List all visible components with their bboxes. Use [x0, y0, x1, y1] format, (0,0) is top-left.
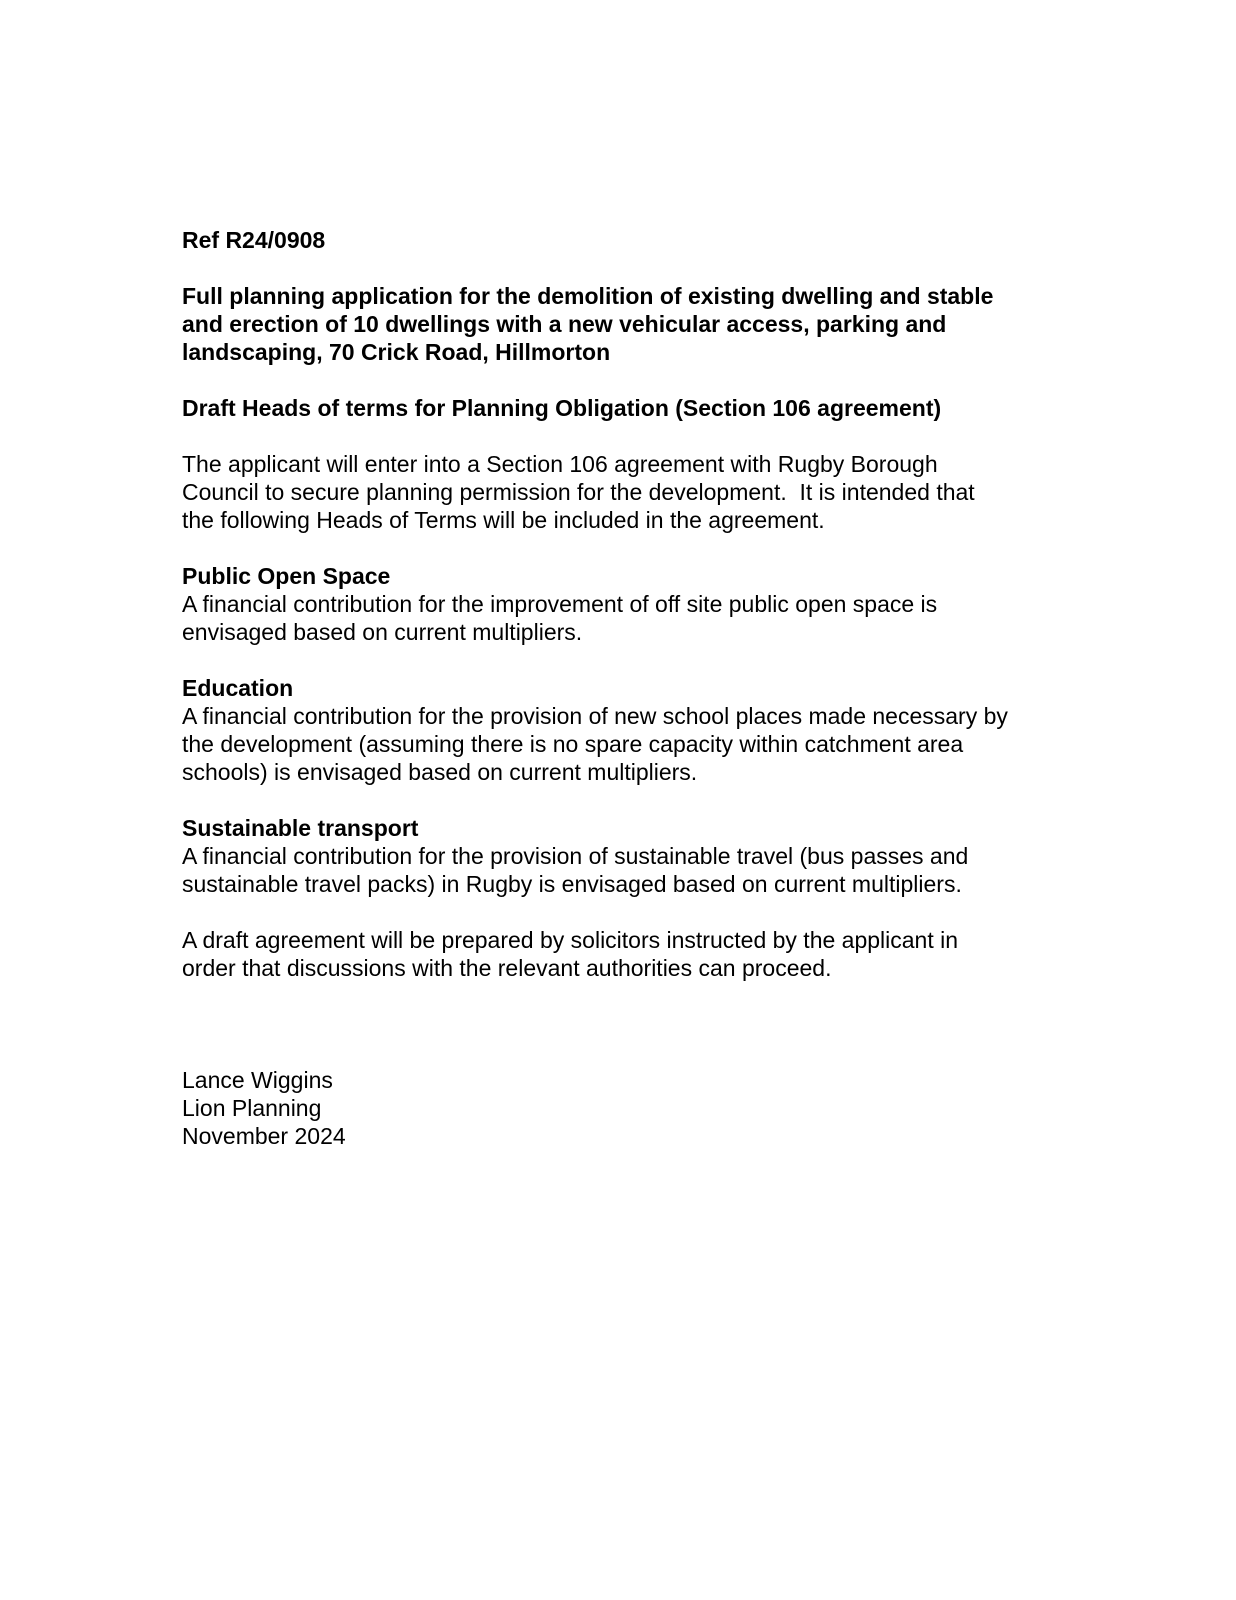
section-line: schools) is envisaged based on current multipliers. [182, 759, 698, 785]
draft-heads-heading: Draft Heads of terms for Planning Obligation (Section 106 agreement) [182, 395, 942, 421]
reference-number: Ref R24/0908 [182, 227, 326, 253]
section-line: sustainable travel packs) in Rugby is envisaged based on current multipliers. [182, 871, 962, 897]
intro-line: The applicant will enter into a Section 106 agreement with Rugby Borough [182, 451, 938, 477]
application-title-line: Full planning application for the demolition of existing dwelling and stable [182, 283, 994, 309]
section-education [182, 674, 1082, 786]
closing-line: order that discussions with the relevant authorities can proceed. [182, 955, 832, 981]
section-heading: Sustainable transport [182, 815, 419, 841]
section-line: the development (assuming there is no spare capacity within catchment area [182, 731, 964, 757]
section-line: A financial contribution for the provision of new school places made necessary by [182, 703, 1008, 729]
section-heading: Public Open Space [182, 563, 391, 589]
intro-line: Council to secure planning permission for the development. It is intended that [182, 479, 975, 505]
section-line: A financial contribution for the improvement of off site public open space is [182, 591, 938, 617]
document-page [182, 226, 1082, 1150]
signature-name: Lance Wiggins [182, 1067, 333, 1093]
signature-company: Lion Planning [182, 1095, 322, 1121]
closing-line: A draft agreement will be prepared by solicitors instructed by the applicant in [182, 927, 959, 953]
intro-line: the following Heads of Terms will be included in the agreement. [182, 507, 825, 533]
section-line: envisaged based on current multipliers. [182, 619, 583, 645]
application-title-line: and erection of 10 dwellings with a new vehicular access, parking and [182, 311, 947, 337]
section-public-open-space [182, 562, 1082, 646]
signature-date: November 2024 [182, 1123, 346, 1149]
intro-paragraph [182, 450, 1082, 534]
closing-paragraph [182, 926, 1082, 982]
section-heading: Education [182, 675, 294, 701]
application-title-line: landscaping, 70 Crick Road, Hillmorton [182, 339, 611, 365]
application-title [182, 282, 1082, 366]
section-line: A financial contribution for the provision of sustainable travel (bus passes and [182, 843, 969, 869]
section-sustainable-transport [182, 814, 1082, 898]
signature-block [182, 1066, 1082, 1150]
